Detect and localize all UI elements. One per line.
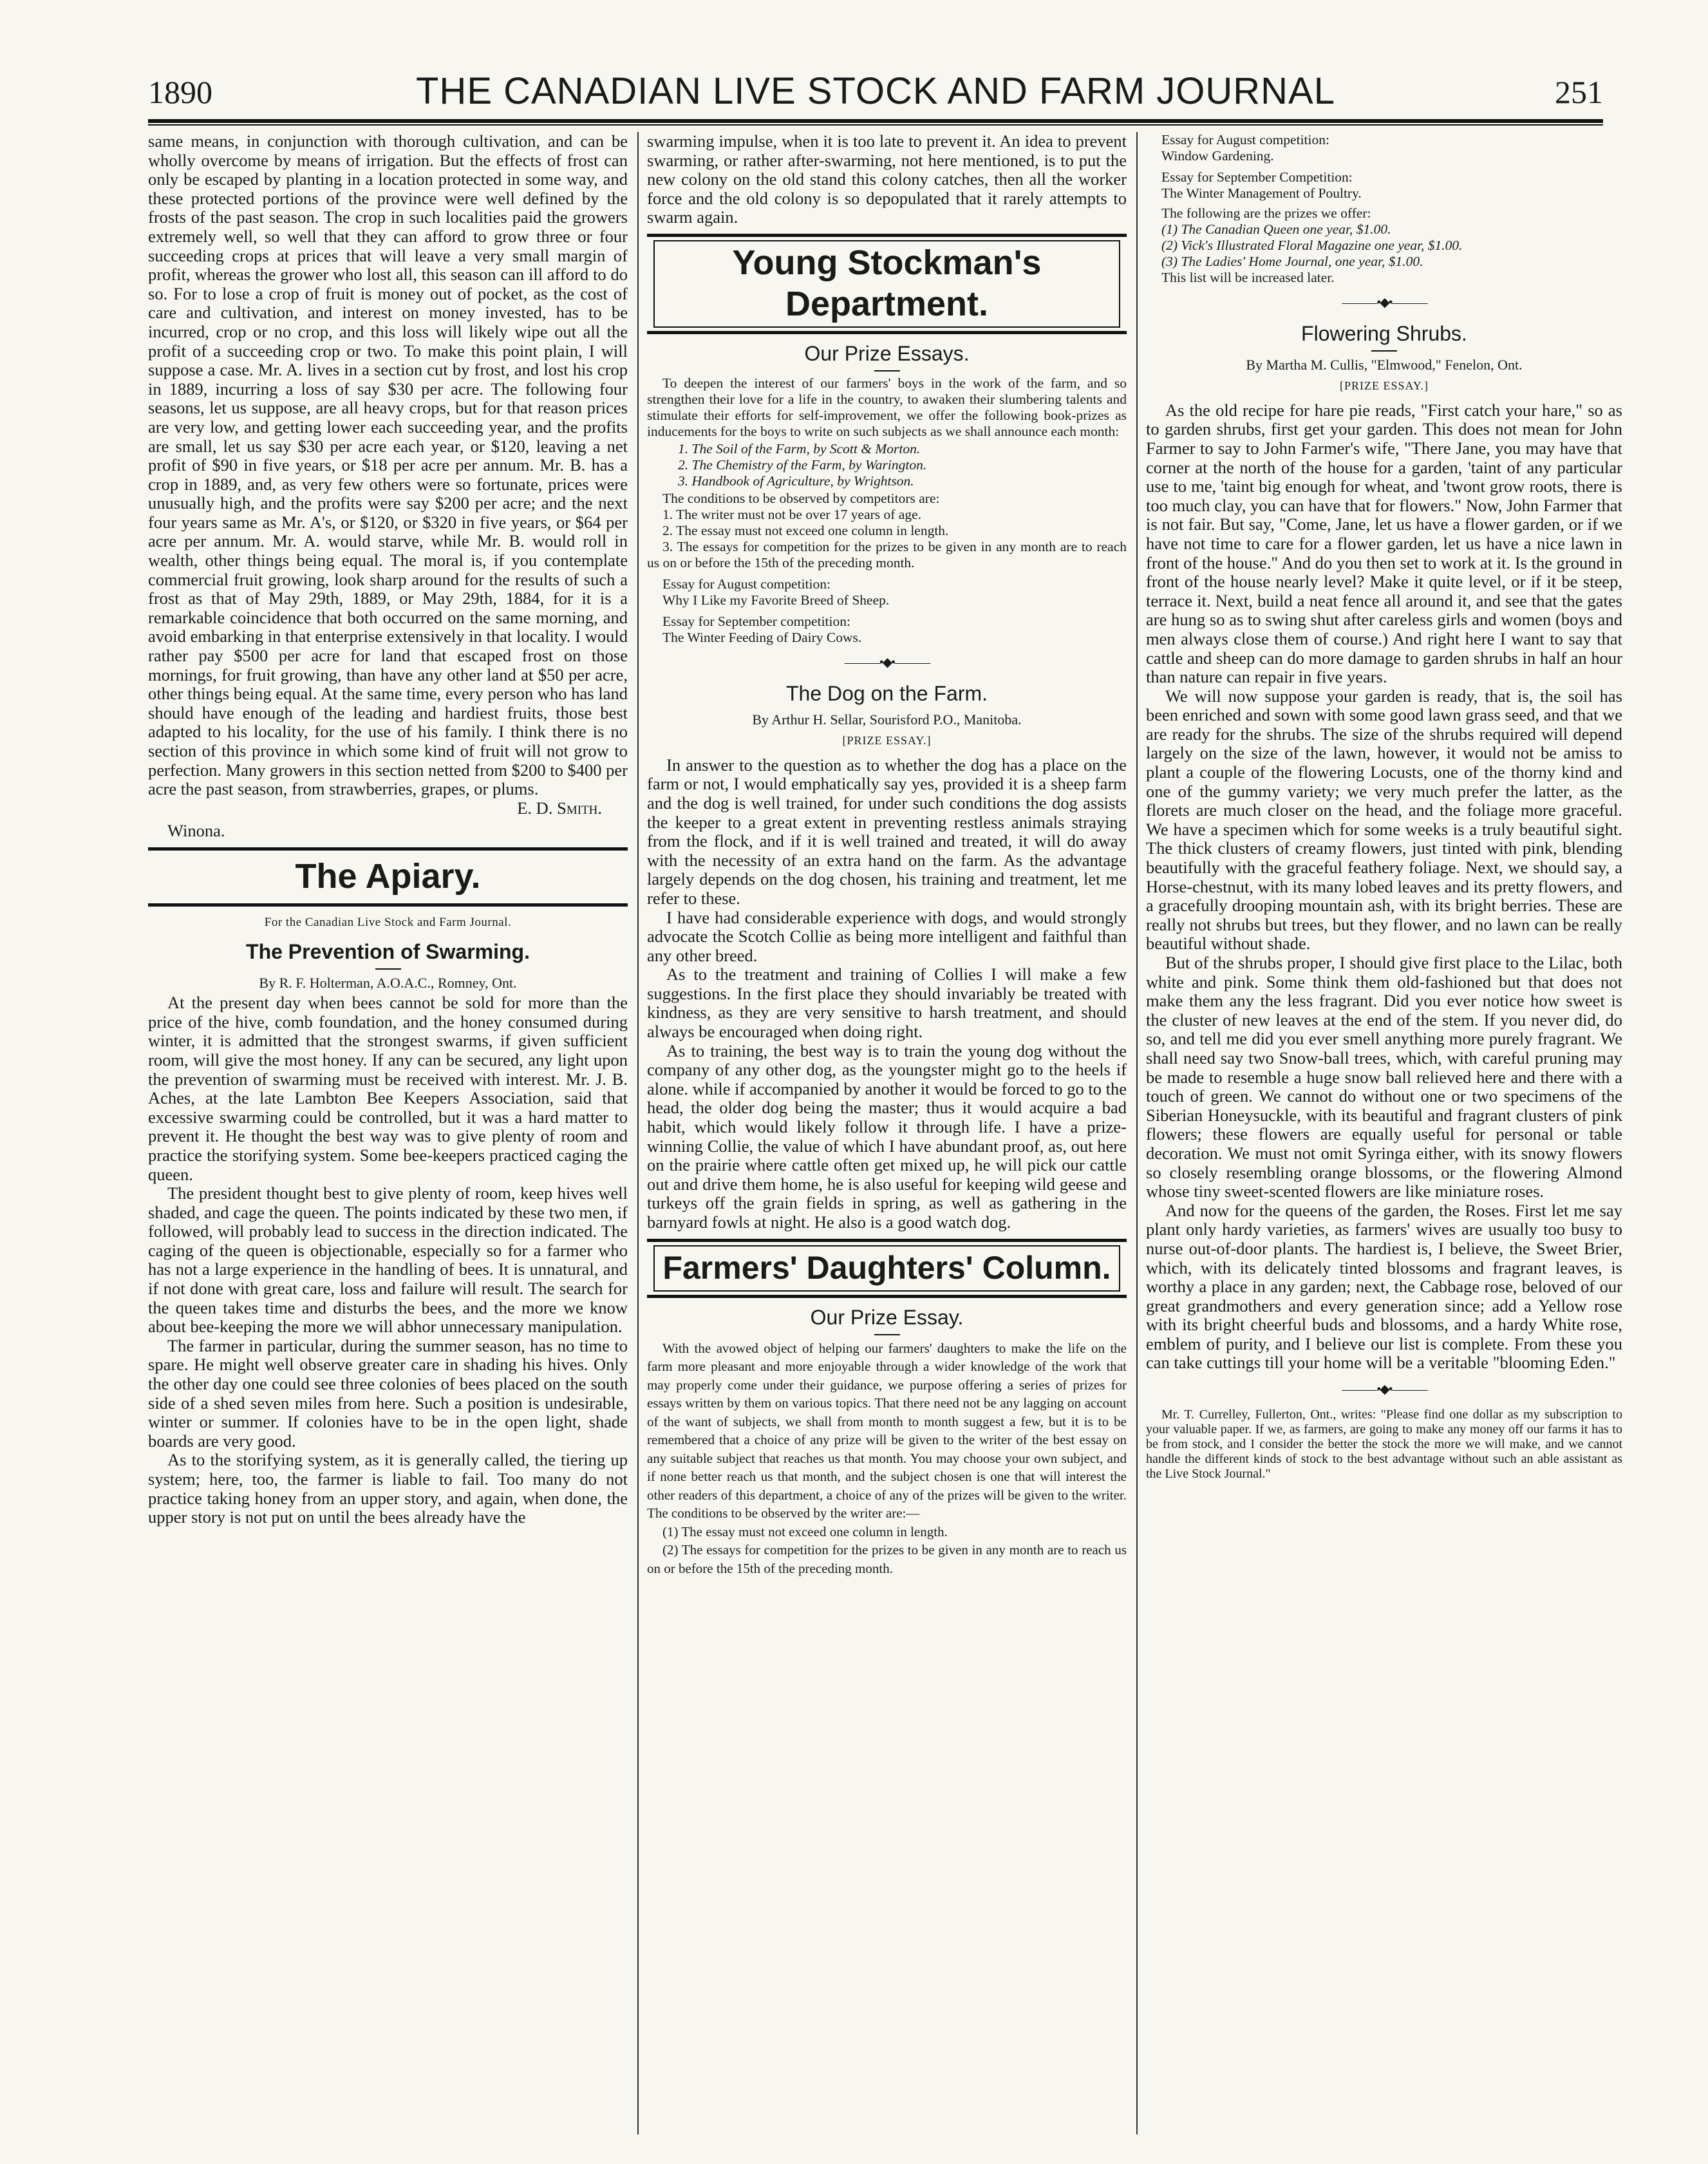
- dog-paragraph: As to training, the best way is to train the young dog without the company of any other dog, as the youngster might go to the heels if alone. while if accompanied by another it would be forced to go to the head, the older dog being the master; thus it would acquire a bad habit, which would likely follow it through life. I have a prize-winning Collie, the value of which I have abundant proof, as, out here on the prairie where cattle often get mixed up, he will pick our cattle out and drive them home, he is also useful for keeping wild geese and turkeys off the grain fields in spring, as well as gathering in the barnyard fowls at night. He also is a good watch dog.: [647, 1040, 1127, 1232]
- condition-item: 1. The writer must not be over 17 years of age.: [662, 506, 922, 522]
- farmers-daughters-heading: Farmers' Daughters' Column.: [647, 1239, 1127, 1298]
- september-topic: The Winter Feeding of Dairy Cows.: [662, 629, 862, 645]
- august-label: Essay for August competition:: [1161, 132, 1329, 147]
- column-1: [148, 132, 628, 2134]
- prize-essays-title: Our Prize Essays.: [804, 341, 970, 365]
- signature: E. D. Smith.: [517, 798, 602, 818]
- daughters-topics-block: [1146, 132, 1622, 286]
- august-topic: Window Gardening.: [1161, 148, 1274, 164]
- column-divider-2: [1136, 132, 1138, 2134]
- column-divider-1: [637, 132, 639, 2134]
- shrubs-paragraph: As the old recipe for hare pie reads, "First catch your hare," so as to garden shrubs, first get your garden. This does not mean for John Farmer to say to John Farmer's wife, "There Jane, you may have that corner at the north of the house for a garden, 'taint of any particular use to me, 'taint big enough for wheat, and 'twont grow roots, there is too much clay, you can have that for flowers." Now, John Farmer that is not fair. But say, "Come, Jane, let us have a flower garden, or if we have not time to care for a flower garden, let us have a nice lawn in front of the house." And do you then set to work at it. Is the ground in front of the house nearly level? Make it quite level, or if it be steep, terrace it. Next, build a neat fence all around it, and see that the gates are hung so as to swing shut after careless girls and women (boys and men always close them of course.) And right here I want to say that cattle and sheep can do more damage to garden shrubs in half an hour than nature can repair in five years.: [1146, 400, 1622, 687]
- prize-intro: To deepen the interest of our farmers' boys in the work of the farm, and so strengthen their love for a life in the country, to awaken their slumbering talents and stimulate their efforts for self-improvement, we offer the following book-prizes as inducements for the boys to write on such subjects as we shall announce each month:: [647, 375, 1127, 439]
- reader-letter: [1146, 1407, 1622, 1482]
- dash-rule: [874, 1334, 900, 1335]
- dash-rule: [375, 968, 401, 970]
- swarming-paragraph: At the present day when bees cannot be sold for more than the price of the hive, comb foundation, and the honey consumed during winter, it is admitted that the strongest swarms, if given sufficient room, will give the most honey. If any can be secured, any light upon the prevention of swarming must be received with interest. Mr. J. B. Aches, at the late Lambton Bee Keepers Association, said that excessive swarming could be controlled, but it was a hard matter to prevent it. He thought the best way was to give plenty of room and practice the storifying system. Some bee-keepers practiced caging the queen.: [148, 993, 628, 1184]
- daughters-condition: (1) The essay must not exceed one column in length.: [662, 1523, 948, 1539]
- august-topic: Why I Like my Favorite Breed of Sheep.: [662, 592, 890, 608]
- column-2: [647, 132, 1127, 2134]
- dog-essay-byline: By Arthur H. Sellar, Sourisford P.O., Manitoba.: [752, 711, 1022, 728]
- swarming-byline: By R. F. Holterman, A.O.A.C., Romney, Ont.: [259, 974, 517, 991]
- prize-essay-tag: [PRIZE ESSAY.]: [1339, 379, 1429, 393]
- dog-essay-title: The Dog on the Farm.: [785, 681, 988, 705]
- prize-item: (2) Vick's Illustrated Floral Magazine one year, $1.00.: [1161, 238, 1463, 253]
- swarming-paragraph: As to the storifying system, as it is generally called, the tiering up system; here, too, the farmer is liable to fail. Too many do not practice taking honey from an upper story, and again, when done, the upper story is not put on until the bees already have the: [148, 1450, 628, 1527]
- page-number: 251: [1555, 74, 1603, 110]
- ornament-divider: ———•◆•———: [1342, 296, 1427, 310]
- masthead-title: THE CANADIAN LIVE STOCK AND FARM JOURNAL: [416, 70, 1335, 112]
- shrubs-paragraph: But of the shrubs proper, I should give first place to the Lilac, both white and pink. Some think them old-fashioned but that does not make them any the less fragrant. Did you ever notice how sweet is the cluster of new leaves at the end of the stem. If you never did, do so, and tell me did you ever smell anything more purely fragrant. We shall need say two Snow-ball trees, which, with careful pruning may be made to resemble a huge snow ball relieved here and there with a touch of green. We cannot do without one or two specimens of the Siberian Honeysuckle, with its beautiful and fragrant clusters of pink flowers; these flowers are equally useful for personal or table decoration. We must not omit Syringa either, with its snowy flowers so closely resembling orange blossoms, or the flowering Almond whose tiny sweet-scented flowers are like miniature roses.: [1146, 953, 1622, 1201]
- daughters-block: [647, 1339, 1127, 1578]
- dog-paragraph: As to the treatment and training of Collies I will make a few suggestions. In the first place they should invariably be treated with kindness, as they are very sensitive to harsh treatment, and should always be encouraged when doing right.: [647, 964, 1127, 1042]
- book-prize-item: 2. The Chemistry of the Farm, by Warington.: [678, 456, 927, 473]
- dog-paragraph: In answer to the question as to whether the dog has a place on the farm or not, I would emphatically say yes, provided it is a sheep farm and the dog is well trained, for under such conditions the dog assists the keeper to a great extent in preventing restless animals straying from the flock, and if it is well trained and treated, it will do away with the necessity of an extra hand on the farm. As the advantage largely depends on the dog chosen, his training and treatment, let me refer to these.: [647, 755, 1127, 908]
- book-prize-list: [678, 441, 1127, 489]
- prize-item: (3) The Ladies' Home Journal, one year, $1.00.: [1161, 254, 1423, 269]
- daughters-condition: (2) The essays for competition for the prizes to be given in any month are to reach us on or before the 15th of the preceding month.: [647, 1542, 1127, 1576]
- shrubs-paragraph: We will now suppose your garden is ready, that is, the soil has been enriched and sown with some good lawn grass seed, and that we are ready for the shrubs. The size of the shrubs required will depend largely on the size of the lawn, however, it would not be amiss to plant a couple of the flowering Locusts, one of the thorny kind and one of the gummy variety; we very much prefer the latter, as the florets are much closer on the head, and the foliage more graceful. We have a specimen which for some weeks is a truly beautiful sight. The thick clusters of creamy flowers, just tinted with pink, blending beautifully with the graceful feathery foliage. Next, we should say, a Horse-chestnut, with its many lobed leaves and its pretty flowers, and a gracefully drooping mountain ash, with its bright berries. These are really not shrubs but trees, but they flower, and no lawn can be really beautiful without shade.: [1146, 686, 1622, 954]
- young-stockman-heading: Young Stockman's Department.: [647, 234, 1127, 334]
- swarming-title: The Prevention of Swarming.: [246, 939, 530, 963]
- prize-essay-tag: [PRIZE ESSAY.]: [842, 734, 932, 748]
- swarming-continued: swarming impulse, when it is too late to prevent it. An idea to prevent swarming, or rather after-swarming, not here mentioned, is to put the new colony on the old stand this colony catches, then all the worker force and the old colony is so depopulated that it rarely attempts to swarm again.: [647, 132, 1127, 227]
- condition-item: 3. The essays for competition for the prizes to be given in any month are to reach us on or before the 15th of the preceding month.: [647, 538, 1127, 570]
- book-prize-item: 3. Handbook of Agriculture, by Wrightson.: [678, 473, 914, 489]
- conditions-head: The conditions to be observed by competitors are:: [662, 490, 940, 506]
- apiary-heading: The Apiary.: [148, 847, 628, 907]
- ornament-divider: ———•◆•———: [844, 655, 930, 670]
- column-3: [1146, 132, 1622, 2134]
- page-header: [148, 64, 1603, 122]
- prizes-note: This list will be increased later.: [1161, 270, 1335, 285]
- dog-paragraph: I have had considerable experience with dogs, and would strongly advocate the Scotch Collie as being more intelligent and faithful than any other breed.: [647, 907, 1127, 965]
- fruit-paragraph: same means, in conjunction with thorough cultivation, and can be wholly overcome by means of irrigation. But the effects of frost can only be escaped by planting in a location protected in some way, and these protected portions of the province were well defined by the frosts of the past season. The crop in such localities paid the growers extremely well, so well that they can afford to grow three or four succeeding crops at prices that will leave a very small margin of profit, whereas the grower who lost all, this season can ill afford to do so. For to lose a crop of fruit is money out of pocket, as the cost of care and cultivation, and interest on money invested, has to be incurred, crop or no crop, and this loss will likely wipe out all the profit of a succeeding crop or two. To make this point plain, I will suppose a case. Mr. A. lives in a section cut by frost, and lost his crop in 1889, incurring a loss of say $30 per acre. The following four seasons, let us suppose, are all heavy crops, but for that reason prices are very low, and getting lower each succeeding year, and the profits are small, let us say $30 per acre each year, or $120, leaving a net profit of $90 in five years, or $18 per acre per annum. Mr. B. has a crop in 1889, and, as very few others were so fortunate, prices were unusually high, and the profits were say $200 per acre; and the next four years same as Mr. A's, or $120, or $320 in five years, or $64 per acre per annum. Mr. A. would starve, while Mr. B. would roll in wealth, other things being equal. The moral is, if you contemplate commercial fruit growing, look sharp around for the results of such a frost as that of May 29th, 1889, or May 29th, 1884, for it is a remarkable coincidence that both occurred on the same morning, and avoid embarking in that enterprise extensively in that locality. I would rather pay $500 per acre for land that escaped frost on those mornings, for fruit growing, than have any other land at $50 per acre, other things being equal. At the same time, every person who has land should have enough of the leading and hardiest fruits, those best adapted to his locality, for the use of his family. I think there is no section of this province in which some kind of fruit will not grow to perfection. Many growers in this section netted from $200 to $400 per acre the past season, from strawberries, grapes, or plums.: [148, 132, 628, 799]
- september-label: Essay for September competition:: [662, 613, 850, 629]
- header-rule: [148, 119, 1603, 126]
- condition-item: 2. The essay must not exceed one column in length.: [662, 522, 949, 538]
- shrubs-byline: By Martha M. Cullis, "Elmwood," Fenelon, Ont.: [1246, 356, 1523, 373]
- ornament-divider: ———•◆•———: [1342, 1382, 1427, 1397]
- for-journal-line: For the Canadian Live Stock and Farm Journal.: [264, 915, 512, 929]
- september-topic: The Winter Management of Poultry.: [1161, 185, 1362, 201]
- dash-rule: [874, 370, 900, 372]
- september-label: Essay for September Competition:: [1161, 169, 1353, 185]
- letter-text: Mr. T. Currelley, Fullerton, Ont., writes: "Please find one dollar as my subscription to your valuable paper. If we, as farmers, are going to make any money off our farms it has to be from stock, and I consider the better the stock the more we will make, and we cannot handle the different kinds of stock to the best advantage without such an able assistant as the Live Stock Journal.": [1146, 1407, 1622, 1481]
- daughters-prize-title: Our Prize Essay.: [810, 1305, 964, 1329]
- shrubs-title: Flowering Shrubs.: [1301, 321, 1467, 345]
- prize-item: (1) The Canadian Queen one year, $1.00.: [1161, 221, 1391, 237]
- book-prize-item: 1. The Soil of the Farm, by Scott & Morton.: [678, 440, 921, 456]
- august-label: Essay for August competition:: [662, 576, 831, 592]
- shrubs-paragraph: And now for the queens of the garden, the Roses. First let me say plant only hardy varieties, as farmers' wives are usually too busy to nurse out-of-door plants. The hardiest is, I believe, the Sweet Brier, which, with its delicately tinted blossoms and fragrant leaves, is worthy a place in any garden; next, the Cabbage rose, beloved of our great grandmothers and every generation since; add a Yellow rose with its bright cheerful buds and blossoms, and a hardy White rose, emblem of purity, and I believe our list is complete. From these you can take cuttings till your home will be a veritable "blooming Eden.": [1146, 1200, 1622, 1373]
- prize-essays-block: [647, 375, 1127, 646]
- swarming-paragraph: The farmer in particular, during the summer season, has no time to spare. He might well observe greater care in shading his hives. Only the other day one could see three colonies of bees placed on the south side of a shed seven miles from here. Such a position is undesirable, winter or summer. If colonies have to be in the open light, shade boards are very good.: [148, 1335, 628, 1451]
- place-line: Winona.: [167, 821, 225, 841]
- dash-rule: [1371, 350, 1397, 352]
- swarming-paragraph: The president thought best to give plenty of room, keep hives well shaded, and cage the queen. The points indicated by these two men, if followed, will probably lead to success in the direction indicated. The caging of the queen is objectionable, especially so for a farmer who has not a large experience in the handling of bees. It is unnatural, and if not done with great care, loss and failure will result. The search for the queen takes time and disturbs the bees, and the more we know about bee-keeping the more we will abhor unnecessary manipulation.: [148, 1183, 628, 1337]
- prizes-head: The following are the prizes we offer:: [1161, 205, 1371, 221]
- header-year: 1890: [148, 74, 212, 110]
- daughters-intro: With the avowed object of helping our farmers' daughters to make the life on the farm more pleasant and more enjoyable through a wider knowledge of the work that may properly come under their guidance, we purpose offering a series of prizes for essays written by them on various topics. That there need not be any lagging on account of the want of subjects, we shall from month to month suggest a few, but it is to be remembered that a choice of any prize will be given to the writer of the best essay on any suitable subject that reaches us that month. You may choose your own subject, and if none better reach us that month, and the subject chosen is one that will interest the other readers of this department, a choice of any of the prizes will be given to the writer. The conditions to be observed by the writer are:—: [647, 1340, 1127, 1521]
